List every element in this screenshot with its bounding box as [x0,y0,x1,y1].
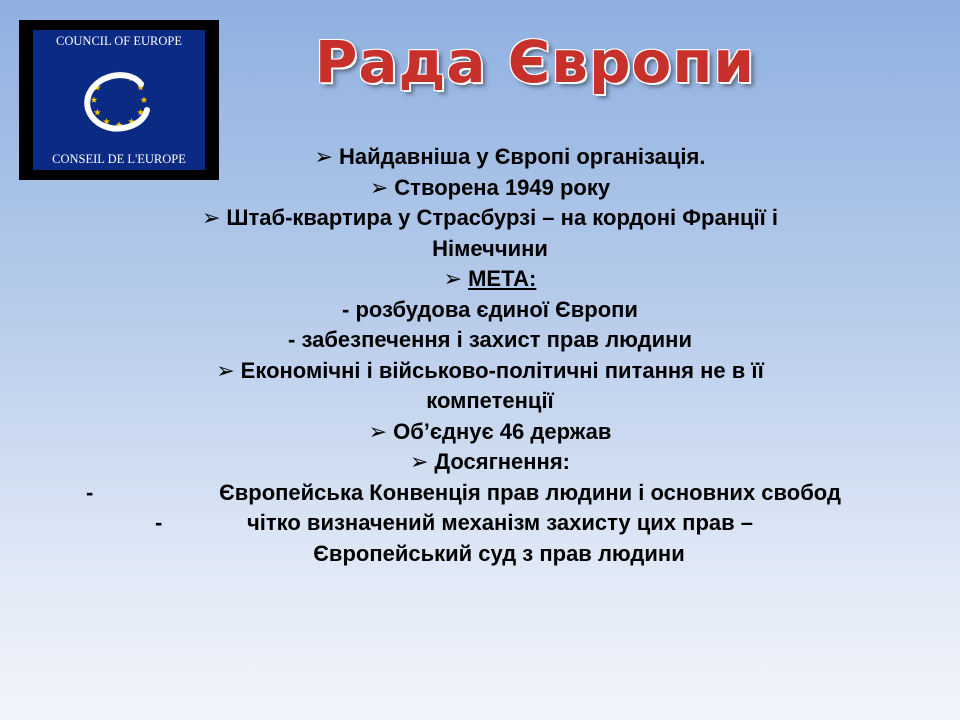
bullet-arrow-icon: ➢ [443,266,463,291]
bullet-text: Найдавніша у Європі організація. [338,144,706,169]
bullet-arrow-icon: ➢ [368,418,388,444]
bullet-text: Об’єднує 46 держав [393,418,612,444]
bullet-line [60,447,920,478]
dash-marker: - [86,479,94,505]
bullet-text: Створена 1949 року [394,174,611,200]
bullet-text: Досягнення: [434,449,571,474]
bullet-line [60,173,920,204]
bullet-line [60,417,920,448]
bullet-line [60,203,920,234]
bullet-arrow-icon: ➢ [216,357,235,383]
bullet-arrow-icon: ➢ [369,174,389,200]
bullet-arrow-icon: ➢ [409,449,429,474]
bullet-arrow-icon: ➢ [314,144,333,169]
text-line: - розбудова єдиної Європи [342,296,638,322]
dash-line [60,508,920,539]
dash-line [60,478,920,509]
goal-heading: МЕТА: [468,266,537,291]
dash-text: Європейська Конвенція прав людини і основних свобод [219,479,841,505]
dash-marker: - [155,510,163,535]
text-line: Німеччини [432,235,548,261]
bullet-text: Штаб-квартира у Страсбурзі – на кордоні Франції і [226,205,779,230]
bullet-line [60,142,920,173]
text-line: - забезпечення і захист прав людини [288,327,692,352]
logo-text-bottom: CONSEIL DE L'EUROPE [52,152,186,166]
text-line: компетенції [426,388,554,413]
page-title: Рада Європи [314,28,756,96]
bullet-arrow-icon: ➢ [201,205,221,230]
dash-text: чітко визначений механізм захисту цих прав – [247,510,753,535]
slide-body [60,142,920,569]
bullet-text: Економічні і військово-політичні питання не в її [240,357,764,383]
bullet-line [60,356,920,387]
text-line: Європейський суд з прав людини [313,540,685,566]
logo-text-top: COUNCIL OF EUROPE [56,34,182,48]
bullet-line [60,264,920,295]
